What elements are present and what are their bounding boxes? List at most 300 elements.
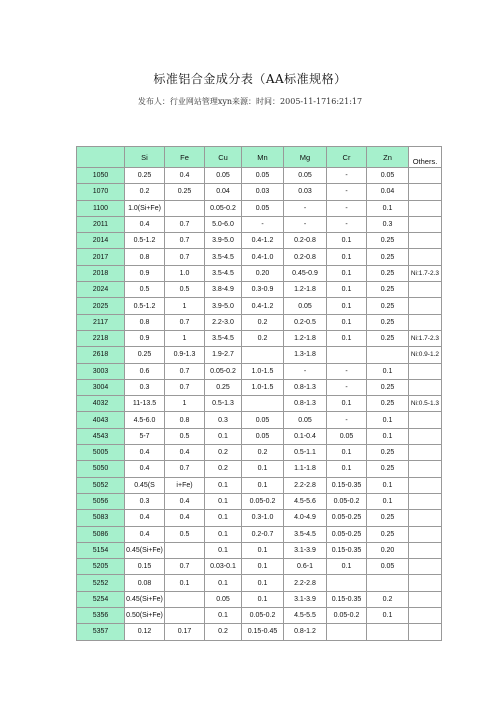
- fe-cell: [165, 608, 205, 624]
- cu-cell: 0.25: [205, 379, 242, 395]
- cr-cell: 0.05-0.2: [327, 493, 367, 509]
- zn-cell: 0.04: [367, 184, 409, 200]
- si-cell: 0.45(Si+Fe): [125, 542, 165, 558]
- alloy-cell: 4032: [77, 396, 125, 412]
- si-cell: 1.0(Si+Fe): [125, 200, 165, 216]
- cu-cell: 0.05: [205, 591, 242, 607]
- others-cell: Ni:0.9-1.2: [409, 347, 442, 363]
- alloy-cell: 5086: [77, 526, 125, 542]
- column-header: Others.: [409, 147, 442, 168]
- si-cell: 0.4: [125, 445, 165, 461]
- others-cell: [409, 184, 442, 200]
- cu-cell: 0.05-0.2: [205, 363, 242, 379]
- zn-cell: 0.25: [367, 461, 409, 477]
- others-cell: [409, 298, 442, 314]
- cu-cell: 3.5-4.5: [205, 265, 242, 281]
- table-row: [77, 477, 442, 493]
- zn-cell: 0.1: [367, 412, 409, 428]
- mg-cell: 0.5-1.1: [284, 445, 327, 461]
- si-cell: 0.4: [125, 526, 165, 542]
- others-cell: [409, 542, 442, 558]
- table-row: [77, 200, 442, 216]
- column-header: Cr: [327, 147, 367, 168]
- table-row: [77, 575, 442, 591]
- cu-cell: 3.9-5.0: [205, 233, 242, 249]
- cr-cell: -: [327, 363, 367, 379]
- mg-cell: -: [284, 363, 327, 379]
- cu-cell: 0.1: [205, 542, 242, 558]
- fe-cell: 1: [165, 396, 205, 412]
- table-row: [77, 184, 442, 200]
- zn-cell: 0.25: [367, 298, 409, 314]
- mg-cell: 1.2-1.8: [284, 330, 327, 346]
- mn-cell: 0.05: [242, 412, 284, 428]
- cu-cell: 0.3: [205, 412, 242, 428]
- zn-cell: 0.25: [367, 233, 409, 249]
- alloy-cell: 4043: [77, 412, 125, 428]
- mn-cell: 0.2-0.7: [242, 526, 284, 542]
- cu-cell: 2.2-3.0: [205, 314, 242, 330]
- table-row: [77, 379, 442, 395]
- alloy-cell: 5083: [77, 510, 125, 526]
- cu-cell: 0.2: [205, 445, 242, 461]
- si-cell: 0.4: [125, 461, 165, 477]
- cu-cell: 0.1: [205, 608, 242, 624]
- others-cell: [409, 559, 442, 575]
- alloy-cell: 2014: [77, 233, 125, 249]
- alloy-cell: 3003: [77, 363, 125, 379]
- mn-cell: 0.1: [242, 477, 284, 493]
- mg-cell: 0.6-1: [284, 559, 327, 575]
- fe-cell: 1.0: [165, 265, 205, 281]
- cu-cell: 1.9-2.7: [205, 347, 242, 363]
- cu-cell: 0.1: [205, 428, 242, 444]
- fe-cell: 0.25: [165, 184, 205, 200]
- fe-cell: 0.7: [165, 249, 205, 265]
- si-cell: 0.9: [125, 330, 165, 346]
- mn-cell: 0.1: [242, 542, 284, 558]
- cr-cell: 0.05-0.25: [327, 510, 367, 526]
- cr-cell: -: [327, 200, 367, 216]
- fe-cell: 0.8: [165, 412, 205, 428]
- alloy-cell: 5254: [77, 591, 125, 607]
- cr-cell: -: [327, 168, 367, 184]
- others-cell: [409, 233, 442, 249]
- fe-cell: 0.7: [165, 314, 205, 330]
- cr-cell: -: [327, 216, 367, 232]
- mn-cell: 0.05: [242, 168, 284, 184]
- others-cell: Ni:1.7-2.3: [409, 330, 442, 346]
- fe-cell: 0.5: [165, 282, 205, 298]
- mn-cell: [242, 396, 284, 412]
- mn-cell: 0.05: [242, 428, 284, 444]
- cr-cell: 0.1: [327, 282, 367, 298]
- alloy-cell: 2618: [77, 347, 125, 363]
- others-cell: [409, 445, 442, 461]
- alloy-cell: 1050: [77, 168, 125, 184]
- si-cell: 0.4: [125, 510, 165, 526]
- zn-cell: 0.25: [367, 265, 409, 281]
- others-cell: [409, 314, 442, 330]
- alloy-cell: 2025: [77, 298, 125, 314]
- zn-cell: 0.1: [367, 477, 409, 493]
- table-row: [77, 347, 442, 363]
- si-cell: 0.5-1.2: [125, 233, 165, 249]
- table-row: [77, 168, 442, 184]
- others-cell: [409, 379, 442, 395]
- mn-cell: 0.20: [242, 265, 284, 281]
- cr-cell: 0.1: [327, 298, 367, 314]
- si-cell: 5-7: [125, 428, 165, 444]
- fe-cell: 0.4: [165, 510, 205, 526]
- others-cell: [409, 249, 442, 265]
- alloy-cell: 5357: [77, 624, 125, 640]
- column-header: Si: [125, 147, 165, 168]
- cr-cell: -: [327, 379, 367, 395]
- mn-cell: -: [242, 216, 284, 232]
- fe-cell: i+Fe): [165, 477, 205, 493]
- others-cell: [409, 493, 442, 509]
- table-row: [77, 608, 442, 624]
- mg-cell: 0.05: [284, 412, 327, 428]
- alloy-cell: 2117: [77, 314, 125, 330]
- mn-cell: 0.2: [242, 445, 284, 461]
- table-row: [77, 542, 442, 558]
- cr-cell: 0.1: [327, 330, 367, 346]
- zn-cell: 0.25: [367, 526, 409, 542]
- table-row: [77, 493, 442, 509]
- others-cell: [409, 608, 442, 624]
- zn-cell: 0.3: [367, 216, 409, 232]
- mg-cell: 0.8-1.2: [284, 624, 327, 640]
- fe-cell: [165, 591, 205, 607]
- zn-cell: 0.05: [367, 168, 409, 184]
- cu-cell: 3.5-4.5: [205, 330, 242, 346]
- mn-cell: 0.4-1.0: [242, 249, 284, 265]
- table-row: [77, 428, 442, 444]
- si-cell: 0.12: [125, 624, 165, 640]
- others-cell: [409, 200, 442, 216]
- table-row: [77, 249, 442, 265]
- si-cell: 0.3: [125, 379, 165, 395]
- cu-cell: 3.5-4.5: [205, 249, 242, 265]
- cr-cell: 0.1: [327, 314, 367, 330]
- others-cell: [409, 575, 442, 591]
- mg-cell: 2.2-2.8: [284, 575, 327, 591]
- cr-cell: -: [327, 184, 367, 200]
- cr-cell: 0.1: [327, 396, 367, 412]
- mg-cell: 0.2-0.8: [284, 249, 327, 265]
- mn-cell: 0.03: [242, 184, 284, 200]
- table-row: [77, 216, 442, 232]
- zn-cell: 0.25: [367, 510, 409, 526]
- zn-cell: [367, 575, 409, 591]
- si-cell: 11-13.5: [125, 396, 165, 412]
- si-cell: 0.3: [125, 493, 165, 509]
- mg-cell: 4.5-5.6: [284, 493, 327, 509]
- mn-cell: 0.15-0.45: [242, 624, 284, 640]
- zn-cell: 0.2: [367, 591, 409, 607]
- fe-cell: 0.1: [165, 575, 205, 591]
- mg-cell: -: [284, 216, 327, 232]
- mg-cell: 3.1-3.9: [284, 542, 327, 558]
- mg-cell: 0.03: [284, 184, 327, 200]
- cu-cell: 0.2: [205, 624, 242, 640]
- alloy-cell: 5050: [77, 461, 125, 477]
- mg-cell: 0.05: [284, 298, 327, 314]
- fe-cell: 0.5: [165, 526, 205, 542]
- table-row: [77, 298, 442, 314]
- mg-cell: 1.3-1.8: [284, 347, 327, 363]
- zn-cell: 0.1: [367, 363, 409, 379]
- mn-cell: 0.2: [242, 330, 284, 346]
- si-cell: 0.5-1.2: [125, 298, 165, 314]
- mg-cell: -: [284, 200, 327, 216]
- cu-cell: 3.9-5.0: [205, 298, 242, 314]
- zn-cell: 0.1: [367, 493, 409, 509]
- cr-cell: 0.1: [327, 559, 367, 575]
- others-cell: Ni:0.5-1.3: [409, 396, 442, 412]
- mn-cell: [242, 347, 284, 363]
- cu-cell: 0.2: [205, 461, 242, 477]
- cr-cell: 0.1: [327, 233, 367, 249]
- cr-cell: 0.1: [327, 265, 367, 281]
- cu-cell: 5.0-6.0: [205, 216, 242, 232]
- si-cell: 0.9: [125, 265, 165, 281]
- mn-cell: 0.05-0.2: [242, 608, 284, 624]
- mn-cell: 0.3-0.9: [242, 282, 284, 298]
- fe-cell: [165, 200, 205, 216]
- alloy-cell: 2011: [77, 216, 125, 232]
- fe-cell: 0.7: [165, 363, 205, 379]
- alloy-cell: 5252: [77, 575, 125, 591]
- column-header: Zn: [367, 147, 409, 168]
- alloy-cell: 2018: [77, 265, 125, 281]
- others-cell: [409, 510, 442, 526]
- mg-cell: 0.8-1.3: [284, 396, 327, 412]
- cr-cell: [327, 624, 367, 640]
- cr-cell: 0.05-0.2: [327, 608, 367, 624]
- table-row: [77, 591, 442, 607]
- table-row: [77, 282, 442, 298]
- cu-cell: 0.5-1.3: [205, 396, 242, 412]
- mn-cell: 0.05: [242, 200, 284, 216]
- zn-cell: 0.25: [367, 396, 409, 412]
- table-row: [77, 396, 442, 412]
- si-cell: 0.8: [125, 249, 165, 265]
- alloy-cell: 3004: [77, 379, 125, 395]
- others-cell: [409, 428, 442, 444]
- alloy-cell: 5056: [77, 493, 125, 509]
- alloy-cell: 5356: [77, 608, 125, 624]
- cr-cell: 0.1: [327, 445, 367, 461]
- column-header: Fe: [165, 147, 205, 168]
- zn-cell: 0.1: [367, 200, 409, 216]
- si-cell: 0.25: [125, 168, 165, 184]
- si-cell: 0.5: [125, 282, 165, 298]
- cr-cell: 0.15-0.35: [327, 591, 367, 607]
- table-row: [77, 510, 442, 526]
- column-header: Mg: [284, 147, 327, 168]
- cr-cell: 0.15-0.35: [327, 477, 367, 493]
- column-header: Cu: [205, 147, 242, 168]
- fe-cell: 0.7: [165, 233, 205, 249]
- table-row: [77, 265, 442, 281]
- mn-cell: 0.4-1.2: [242, 233, 284, 249]
- table-row: [77, 445, 442, 461]
- fe-cell: 0.7: [165, 379, 205, 395]
- others-cell: [409, 363, 442, 379]
- si-cell: 0.45(Si+Fe): [125, 591, 165, 607]
- mn-cell: 0.1: [242, 591, 284, 607]
- cr-cell: 0.1: [327, 249, 367, 265]
- si-cell: 4.5-6.0: [125, 412, 165, 428]
- others-cell: [409, 461, 442, 477]
- table-row: [77, 363, 442, 379]
- others-cell: [409, 591, 442, 607]
- zn-cell: 0.1: [367, 428, 409, 444]
- mg-cell: 0.8-1.3: [284, 379, 327, 395]
- mn-cell: 0.05-0.2: [242, 493, 284, 509]
- fe-cell: 0.5: [165, 428, 205, 444]
- fe-cell: 1: [165, 330, 205, 346]
- mg-cell: 2.2-2.8: [284, 477, 327, 493]
- cu-cell: 0.05-0.2: [205, 200, 242, 216]
- mg-cell: 4.5-5.5: [284, 608, 327, 624]
- header-row: [77, 147, 442, 168]
- zn-cell: 0.05: [367, 559, 409, 575]
- others-cell: [409, 477, 442, 493]
- table-row: [77, 233, 442, 249]
- others-cell: [409, 216, 442, 232]
- zn-cell: [367, 624, 409, 640]
- table-row: [77, 559, 442, 575]
- cu-cell: 0.1: [205, 575, 242, 591]
- alloy-cell: 5052: [77, 477, 125, 493]
- mn-cell: 0.1: [242, 461, 284, 477]
- zn-cell: [367, 347, 409, 363]
- cu-cell: 0.1: [205, 526, 242, 542]
- mn-cell: 0.1: [242, 559, 284, 575]
- si-cell: 0.50(Si+Fe): [125, 608, 165, 624]
- others-cell: Ni:1.7-2.3: [409, 265, 442, 281]
- fe-cell: 0.4: [165, 168, 205, 184]
- mg-cell: 0.1-0.4: [284, 428, 327, 444]
- zn-cell: 0.25: [367, 330, 409, 346]
- table-row: [77, 330, 442, 346]
- cr-cell: [327, 575, 367, 591]
- cu-cell: 3.8-4.9: [205, 282, 242, 298]
- fe-cell: 0.17: [165, 624, 205, 640]
- others-cell: [409, 412, 442, 428]
- zn-cell: 0.25: [367, 314, 409, 330]
- alloy-cell: 1070: [77, 184, 125, 200]
- mg-cell: 0.05: [284, 168, 327, 184]
- column-header: Mn: [242, 147, 284, 168]
- table-row: [77, 314, 442, 330]
- zn-cell: 0.25: [367, 379, 409, 395]
- table-row: [77, 624, 442, 640]
- alloy-cell: 5205: [77, 559, 125, 575]
- cr-cell: 0.05: [327, 428, 367, 444]
- mn-cell: 0.2: [242, 314, 284, 330]
- zn-cell: 0.25: [367, 249, 409, 265]
- fe-cell: 0.7: [165, 461, 205, 477]
- column-header: [77, 147, 125, 168]
- si-cell: 0.08: [125, 575, 165, 591]
- mg-cell: 3.1-3.9: [284, 591, 327, 607]
- mn-cell: 0.4-1.2: [242, 298, 284, 314]
- fe-cell: 0.7: [165, 559, 205, 575]
- alloy-cell: 2017: [77, 249, 125, 265]
- page-title: 标准铝合金成分表（AA标准规格）: [153, 72, 347, 86]
- cr-cell: 0.15-0.35: [327, 542, 367, 558]
- cr-cell: 0.05-0.25: [327, 526, 367, 542]
- mg-cell: 1.1-1.8: [284, 461, 327, 477]
- cu-cell: 0.04: [205, 184, 242, 200]
- mg-cell: 1.2-1.8: [284, 282, 327, 298]
- table-row: [77, 526, 442, 542]
- fe-cell: 0.4: [165, 445, 205, 461]
- fe-cell: 0.4: [165, 493, 205, 509]
- mn-cell: 0.1: [242, 575, 284, 591]
- mg-cell: 0.2-0.5: [284, 314, 327, 330]
- alloy-cell: 2024: [77, 282, 125, 298]
- si-cell: 0.45(S: [125, 477, 165, 493]
- others-cell: [409, 624, 442, 640]
- alloy-cell: 5005: [77, 445, 125, 461]
- table-row: [77, 412, 442, 428]
- mn-cell: 1.0-1.5: [242, 379, 284, 395]
- cr-cell: [327, 347, 367, 363]
- fe-cell: 0.7: [165, 216, 205, 232]
- alloy-composition-table: [76, 146, 442, 641]
- si-cell: 0.25: [125, 347, 165, 363]
- publish-info: 发布人：行业网站管理xyn来源：时间：2005-11-1716:21:17: [137, 97, 363, 106]
- others-cell: [409, 282, 442, 298]
- cu-cell: 0.1: [205, 510, 242, 526]
- zn-cell: 0.20: [367, 542, 409, 558]
- others-cell: [409, 168, 442, 184]
- si-cell: 0.4: [125, 216, 165, 232]
- mg-cell: 0.2-0.8: [284, 233, 327, 249]
- fe-cell: [165, 542, 205, 558]
- alloy-cell: 2218: [77, 330, 125, 346]
- mg-cell: 3.5-4.5: [284, 526, 327, 542]
- cr-cell: 0.1: [327, 461, 367, 477]
- zn-cell: 0.25: [367, 445, 409, 461]
- cu-cell: 0.1: [205, 493, 242, 509]
- cu-cell: 0.03-0.1: [205, 559, 242, 575]
- si-cell: 0.2: [125, 184, 165, 200]
- alloy-cell: 4543: [77, 428, 125, 444]
- mn-cell: 0.3-1.0: [242, 510, 284, 526]
- table-row: [77, 461, 442, 477]
- alloy-cell: 1100: [77, 200, 125, 216]
- alloy-cell: 5154: [77, 542, 125, 558]
- zn-cell: 0.1: [367, 608, 409, 624]
- si-cell: 0.8: [125, 314, 165, 330]
- cu-cell: 0.1: [205, 477, 242, 493]
- fe-cell: 0.9-1.3: [165, 347, 205, 363]
- mn-cell: 1.0-1.5: [242, 363, 284, 379]
- mg-cell: 0.45-0.9: [284, 265, 327, 281]
- mg-cell: 4.0-4.9: [284, 510, 327, 526]
- si-cell: 0.6: [125, 363, 165, 379]
- zn-cell: 0.25: [367, 282, 409, 298]
- fe-cell: 1: [165, 298, 205, 314]
- cu-cell: 0.05: [205, 168, 242, 184]
